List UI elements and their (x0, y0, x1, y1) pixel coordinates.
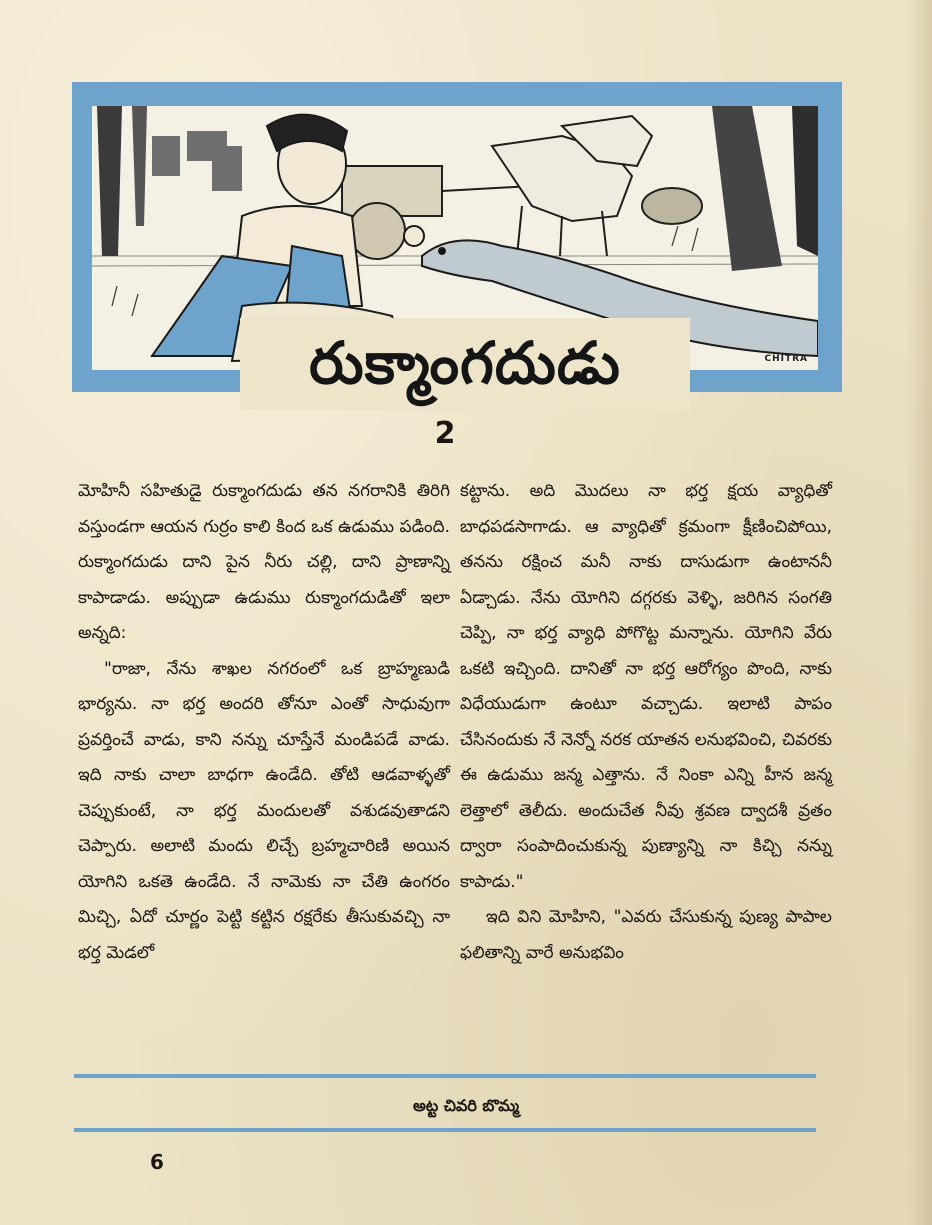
paragraph: మోహినీ సహితుడై రుక్మాంగదుడు తన నగరానికి తిరిగి వస్తుండగా ఆయన గుర్రం కాలి కింద ఒక ఉడుము పడింది. రుక్మాంగదుడు దాని పైన నీరు చల్లి, దాని ప్రాణాన్ని కాపాడాడు. అప్పుడా ఉడుము రుక్మాంగదుడితో ఇలా అన్నది: (78, 481, 450, 643)
footer-caption: అట్ట చివరి బొమ్మ (413, 1096, 519, 1115)
story-title: రుక్మాంగదుడు (309, 329, 621, 397)
right-column (460, 474, 832, 971)
footer-rule-top (74, 1074, 816, 1078)
page-number: 6 (150, 1150, 164, 1174)
illustrator-signature: CHITRA (764, 354, 808, 364)
paragraph: ఇది విని మోహిని, "ఎవరు చేసుకున్న పుణ్య పాపాల ఫలితాన్ని వారే అనుభవిం (460, 907, 832, 963)
footer-rule-bottom (74, 1128, 816, 1132)
left-column (78, 474, 450, 971)
title-panel (240, 318, 690, 410)
part-number: 2 (434, 416, 456, 451)
page-edge-shadow (906, 0, 932, 1225)
paragraph: కట్టాను. అది మొదలు నా భర్త క్షయ వ్యాధితో బాధపడసాగాడు. ఆ వ్యాధితో క్రమంగా క్షీణించిపోయి, తనను రక్షించ మనీ నాకు దాసుడుగా ఉంటాననీ ఏడ్చాడు. నేను యోగిని దగ్గరకు వెళ్ళి, జరిగిన సంగతి చెప్పి, నా భర్త వ్యాధి పోగొట్ట మన్నాను. యోగిని వేరు ఒకటి ఇచ్చింది. దానితో నా భర్త ఆరోగ్యం పొంది, నాకు విధేయుడుగా ఉంటూ వచ్చాడు. ఇలాటి పాపం చేసినందుకు నే నెన్నో నరక యాతన లనుభవించి, చివరకు ఈ ఉడుము జన్మ ఎత్తాను. నే నింకా ఎన్ని హీన జన్మ లెత్తాలో తెలీదు. అందుచేత నీవు శ్రవణ ద్వాదశీ వ్రతం ద్వారా సంపాదించుకున్న పుణ్యాన్ని నా కిచ్చి నన్ను కాపాడు." (460, 481, 832, 892)
paragraph: "రాజా, నేను శాఖల నగరంలో ఒక బ్రాహ్మణుడి భార్యను. నా భర్త అందరి తోనూ ఎంతో సాధువుగా ప్రవర్తించే వాడు, కాని నన్ను చూస్తేనే మండిపడే వాడు. ఇది నాకు చాలా బాధగా ఉండేది. తోటి ఆడవాళ్ళతో చెప్పుకుంటే, నా భర్త మందులతో వశుడవుతాడని చెప్పారు. అలాటి మందు లిచ్చే బ్రహ్మచారిణి అయిన యోగిని ఒకతె ఉండేది. నే నామెకు నా చేతి ఉంగరం మిచ్చి, ఏదో చూర్ణం పెట్టి కట్టిన రక్షరేకు తీసుకువచ్చి నా భర్త మెడలో (78, 658, 450, 963)
